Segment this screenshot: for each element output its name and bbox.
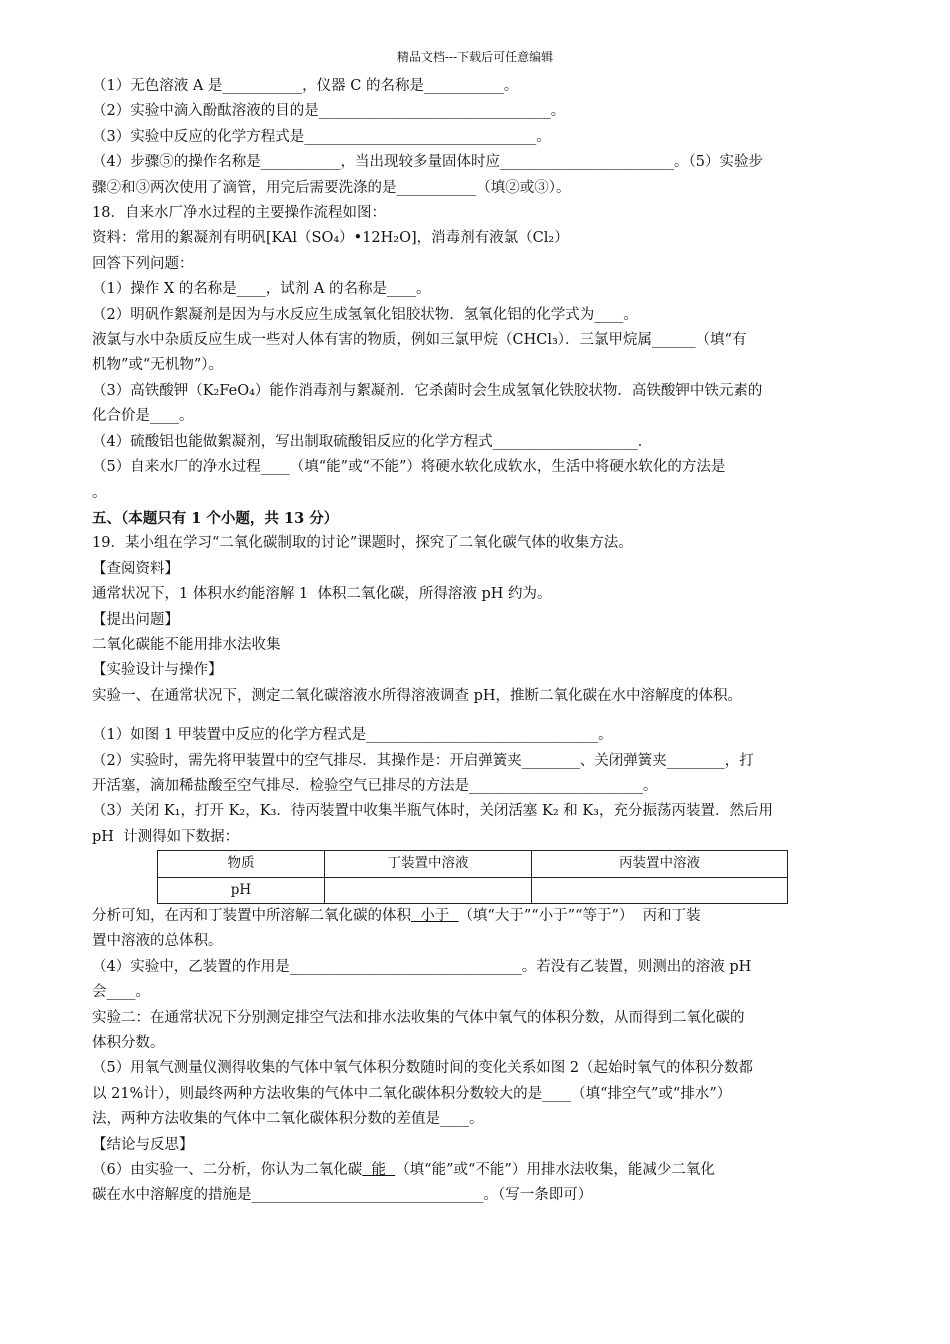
analysis-text-a: 分析可知，在丙和丁装置中所溶解二氧化碳的体积 bbox=[92, 908, 411, 924]
q19-2: （2）实验时，需先将甲装置中的空气排尽．其操作是：开启弹簧夹________、关闭弹簧夹________，打 bbox=[92, 752, 754, 769]
q18-2: （2）明矾作絮凝剂是因为与水反应生成氢氧化铝胶状物．氢氧化铝的化学式为____。 bbox=[92, 306, 638, 323]
heading-conclusion: 【结论与反思】 bbox=[92, 1136, 194, 1153]
q18-5: （5）自来水厂的净水过程____（填“能”或“不能”）将硬水软化成软水，生活中将硬水软化的方法是 bbox=[92, 459, 726, 476]
experiment-one: 实验一、在通常状况下，测定二氧化碳溶液水所得溶液调查 pH，推断二氧化碳在水中溶解度的体积。 bbox=[92, 687, 743, 704]
q19-4b: 会____。 bbox=[92, 984, 150, 1001]
heading-references: 【查阅资料】 bbox=[92, 560, 179, 577]
q19-1: （1）如图 1 甲装置中反应的化学方程式是________________________________。 bbox=[92, 727, 613, 744]
q19-5c: 法，两种方法收集的气体中二氧化碳体积分数的差值是____。 bbox=[92, 1111, 484, 1128]
q18-5b: 。 bbox=[92, 484, 107, 501]
answer-can: 能 bbox=[362, 1162, 396, 1179]
ph-table bbox=[157, 850, 788, 904]
q19-5: （5）用氧气测量仪测得收集的气体中氧气体积分数随时间的变化关系如图 2（起始时氧气的体积分数都 bbox=[92, 1060, 754, 1077]
q19-3b: pH 计测得如下数据： bbox=[92, 828, 240, 845]
heading-question: 【提出问题】 bbox=[92, 611, 179, 628]
analysis-text-c: （填“大于”“小于”“等于”） 丙和丁装 bbox=[458, 908, 701, 924]
q19-3-analysis-b: 置中溶液的总体积。 bbox=[92, 933, 223, 950]
q17-2: （2）实验中滴入酚酞溶液的目的是________________________________。 bbox=[92, 103, 566, 120]
q19-3-analysis bbox=[92, 904, 864, 929]
q18-prompt: 回答下列问题： bbox=[92, 255, 194, 272]
q18-2c: 机物”或“无机物”）。 bbox=[92, 357, 223, 374]
q19-question-text: 二氧化碳能不能用排水法收集 bbox=[92, 636, 281, 653]
section-five-heading: 五、（本题只有 1 个小题，共 13 分） bbox=[92, 509, 339, 527]
q19-reference-text: 通常状况下，1 体积水约能溶解 1 体积二氧化碳，所得溶液 pH 约为。 bbox=[92, 586, 552, 603]
experiment-two-b: 体积分数。 bbox=[92, 1035, 165, 1052]
q18-1: （1）操作 X 的名称是____，试剂 A 的名称是____。 bbox=[92, 281, 431, 298]
table-cell bbox=[325, 877, 532, 903]
q18-4: （4）硫酸铝也能做絮凝剂，写出制取硫酸铝反应的化学方程式____________________． bbox=[92, 433, 653, 450]
q19-6-text-c: （填“能”或“不能”）用排水法收集，能减少二氧化 bbox=[395, 1162, 715, 1179]
q19-5b: 以 21%计），则最终两种方法收集的气体中二氧化碳体积分数较大的是____（填“排空气”或“排水”） bbox=[92, 1085, 732, 1102]
q17-4: （4）步骤⑤的操作名称是___________，当出现较多量固体时应________________________。（5）实验步 bbox=[92, 154, 763, 171]
document-body bbox=[92, 74, 864, 1209]
experiment-two: 实验二：在通常状况下分别测定排空气法和排水法收集的气体中氧气的体积分数，从而得到二氧化碳的 bbox=[92, 1009, 745, 1026]
q18-title: 18．自来水厂净水过程的主要操作流程如图： bbox=[92, 205, 386, 222]
q19-2b: 开活塞，滴加稀盐酸至空气排尽．检验空气已排尽的方法是________________________。 bbox=[92, 777, 658, 794]
q17-3: （3）实验中反应的化学方程式是________________________________。 bbox=[92, 128, 551, 145]
table-cell bbox=[532, 877, 788, 903]
q19-6 bbox=[92, 1158, 864, 1183]
table-row bbox=[158, 877, 788, 903]
page-header: 精品文档---下载后可任意编辑 bbox=[396, 50, 554, 64]
q18-2b: 液氯与水中杂质反应生成一些对人体有害的物质，例如三氯甲烷（CHCl₃）．三氯甲烷属______（填“有 bbox=[92, 332, 747, 349]
heading-design: 【实验设计与操作】 bbox=[92, 662, 223, 679]
table-header-cell: 丁装置中溶液 bbox=[325, 851, 532, 877]
table-header-cell: 物质 bbox=[158, 851, 325, 877]
table-header-cell: 丙装置中溶液 bbox=[532, 851, 788, 877]
q18-3b: 化合价是____。 bbox=[92, 408, 194, 425]
q18-3: （3）高铁酸钾（K₂FeO₄）能作消毒剂与絮凝剂．它杀菌时会生成氢氧化铁胶状物．高铁酸钾中铁元素的 bbox=[92, 382, 763, 399]
q17-1: （1）无色溶液 A 是___________，仪器 C 的名称是___________。 bbox=[92, 78, 519, 94]
q17-5: 骤②和③两次使用了滴管，用完后需要洗涤的是___________（填②或③）。 bbox=[92, 179, 571, 196]
table-row bbox=[158, 851, 788, 877]
q18-material: 资料：常用的絮凝剂有明矾[KAl（SO₄）•12H₂O]，消毒剂有液氯（Cl₂） bbox=[92, 230, 569, 247]
answer-less-than: 小于 bbox=[411, 908, 459, 924]
q19-title: 19．某小组在学习“二氧化碳制取的讨论”课题时，探究了二氧化碳气体的收集方法。 bbox=[92, 535, 633, 552]
q19-4: （4）实验中，乙装置的作用是________________________________。若没有乙装置，则测出的溶液 pH bbox=[92, 958, 752, 975]
q19-6-text-a: （6）由实验一、二分析，你认为二氧化碳 bbox=[92, 1162, 363, 1179]
table-cell: pH bbox=[158, 877, 325, 903]
q19-3: （3）关闭 K₁，打开 K₂，K₃．待丙装置中收集半瓶气体时，关闭活塞 K₂ 和 K₃，充分振荡丙装置．然后用 bbox=[92, 803, 773, 820]
q19-6b: 碳在水中溶解度的措施是________________________________。（写一条即可） bbox=[92, 1187, 593, 1204]
